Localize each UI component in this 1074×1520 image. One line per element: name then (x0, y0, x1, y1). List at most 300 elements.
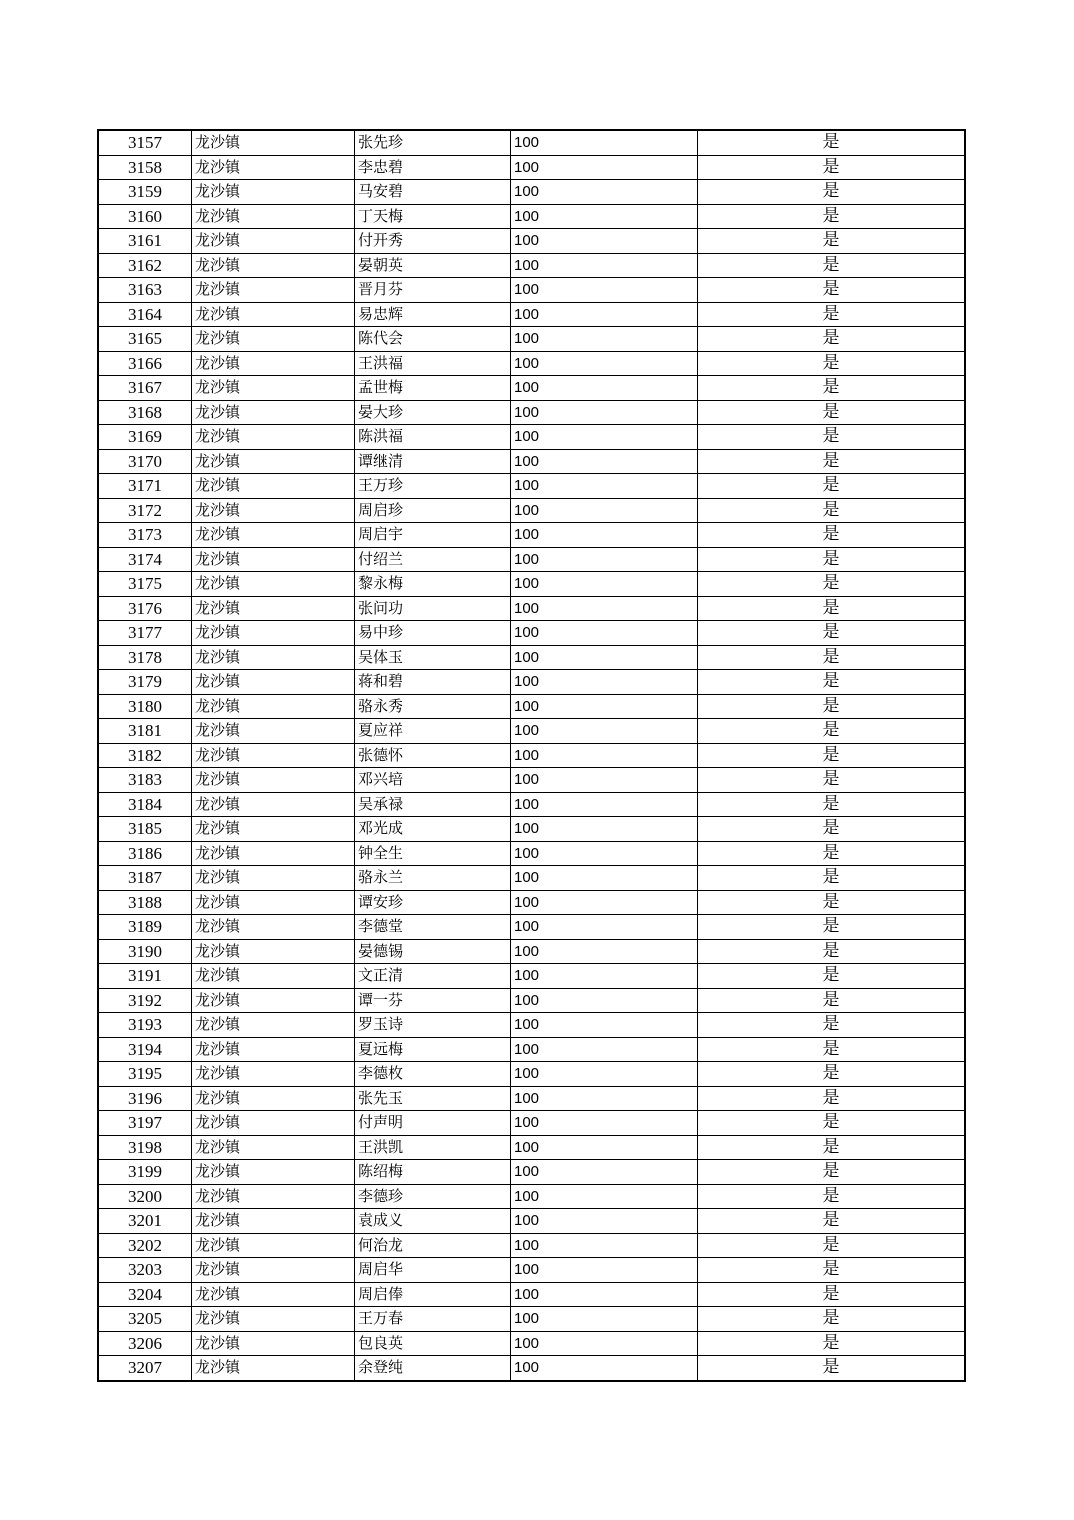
row-number-cell: 3207 (98, 1356, 192, 1381)
amount-cell: 100 (511, 792, 698, 817)
amount-cell: 100 (511, 498, 698, 523)
amount-cell: 100 (511, 523, 698, 548)
table-row (98, 1258, 965, 1283)
amount-cell: 100 (511, 327, 698, 352)
table-row (98, 327, 965, 352)
row-number-cell: 3184 (98, 792, 192, 817)
person-name-cell: 谭继清 (355, 449, 511, 474)
row-number-cell: 3179 (98, 670, 192, 695)
table-row (98, 1307, 965, 1332)
amount-cell: 100 (511, 988, 698, 1013)
flag-cell: 是 (698, 743, 966, 768)
row-number-cell: 3165 (98, 327, 192, 352)
amount-cell: 100 (511, 155, 698, 180)
town-cell: 龙沙镇 (192, 890, 355, 915)
town-cell: 龙沙镇 (192, 1135, 355, 1160)
person-name-cell: 晏大珍 (355, 400, 511, 425)
flag-cell: 是 (698, 817, 966, 842)
amount-cell: 100 (511, 817, 698, 842)
row-number-cell: 3198 (98, 1135, 192, 1160)
person-name-cell: 夏远梅 (355, 1037, 511, 1062)
row-number-cell: 3194 (98, 1037, 192, 1062)
amount-cell: 100 (511, 1135, 698, 1160)
town-cell: 龙沙镇 (192, 1062, 355, 1087)
person-name-cell: 包良英 (355, 1331, 511, 1356)
town-cell: 龙沙镇 (192, 351, 355, 376)
row-number-cell: 3176 (98, 596, 192, 621)
person-name-cell: 晋月芬 (355, 278, 511, 303)
table-row (98, 1331, 965, 1356)
person-name-cell: 李德堂 (355, 915, 511, 940)
town-cell: 龙沙镇 (192, 964, 355, 989)
flag-cell: 是 (698, 596, 966, 621)
flag-cell: 是 (698, 180, 966, 205)
row-number-cell: 3183 (98, 768, 192, 793)
row-number-cell: 3187 (98, 866, 192, 891)
town-cell: 龙沙镇 (192, 1111, 355, 1136)
amount-cell: 100 (511, 1111, 698, 1136)
person-name-cell: 陈洪福 (355, 425, 511, 450)
table-row (98, 645, 965, 670)
flag-cell: 是 (698, 866, 966, 891)
person-name-cell: 骆永兰 (355, 866, 511, 891)
amount-cell: 100 (511, 915, 698, 940)
table-row (98, 130, 965, 155)
row-number-cell: 3178 (98, 645, 192, 670)
row-number-cell: 3185 (98, 817, 192, 842)
amount-cell: 100 (511, 1331, 698, 1356)
amount-cell: 100 (511, 1282, 698, 1307)
flag-cell: 是 (698, 1209, 966, 1234)
amount-cell: 100 (511, 596, 698, 621)
town-cell: 龙沙镇 (192, 1307, 355, 1332)
row-number-cell: 3191 (98, 964, 192, 989)
town-cell: 龙沙镇 (192, 621, 355, 646)
town-cell: 龙沙镇 (192, 253, 355, 278)
table-row (98, 523, 965, 548)
person-name-cell: 马安碧 (355, 180, 511, 205)
amount-cell: 100 (511, 449, 698, 474)
table-row (98, 841, 965, 866)
flag-cell: 是 (698, 400, 966, 425)
row-number-cell: 3200 (98, 1184, 192, 1209)
row-number-cell: 3161 (98, 229, 192, 254)
table-row (98, 449, 965, 474)
person-name-cell: 罗玉诗 (355, 1013, 511, 1038)
flag-cell: 是 (698, 1356, 966, 1381)
town-cell: 龙沙镇 (192, 1160, 355, 1185)
person-name-cell: 吴体玉 (355, 645, 511, 670)
table-row (98, 155, 965, 180)
table-row (98, 572, 965, 597)
person-name-cell: 李忠碧 (355, 155, 511, 180)
table-body (98, 130, 965, 1381)
town-cell: 龙沙镇 (192, 645, 355, 670)
row-number-cell: 3162 (98, 253, 192, 278)
row-number-cell: 3196 (98, 1086, 192, 1111)
town-cell: 龙沙镇 (192, 547, 355, 572)
person-name-cell: 吴承禄 (355, 792, 511, 817)
table-row (98, 1013, 965, 1038)
town-cell: 龙沙镇 (192, 474, 355, 499)
table-row (98, 474, 965, 499)
row-number-cell: 3181 (98, 719, 192, 744)
flag-cell: 是 (698, 841, 966, 866)
table-row (98, 596, 965, 621)
amount-cell: 100 (511, 670, 698, 695)
person-name-cell: 李德枚 (355, 1062, 511, 1087)
person-name-cell: 张德怀 (355, 743, 511, 768)
person-name-cell: 易中珍 (355, 621, 511, 646)
town-cell: 龙沙镇 (192, 1356, 355, 1381)
flag-cell: 是 (698, 498, 966, 523)
row-number-cell: 3189 (98, 915, 192, 940)
row-number-cell: 3199 (98, 1160, 192, 1185)
flag-cell: 是 (698, 719, 966, 744)
amount-cell: 100 (511, 768, 698, 793)
row-number-cell: 3168 (98, 400, 192, 425)
amount-cell: 100 (511, 621, 698, 646)
flag-cell: 是 (698, 523, 966, 548)
table-row (98, 1086, 965, 1111)
flag-cell: 是 (698, 1233, 966, 1258)
town-cell: 龙沙镇 (192, 988, 355, 1013)
town-cell: 龙沙镇 (192, 792, 355, 817)
table-row (98, 180, 965, 205)
row-number-cell: 3177 (98, 621, 192, 646)
amount-cell: 100 (511, 719, 698, 744)
table-row (98, 376, 965, 401)
flag-cell: 是 (698, 1160, 966, 1185)
row-number-cell: 3205 (98, 1307, 192, 1332)
flag-cell: 是 (698, 915, 966, 940)
amount-cell: 100 (511, 351, 698, 376)
table-row (98, 278, 965, 303)
person-name-cell: 夏应祥 (355, 719, 511, 744)
person-name-cell: 孟世梅 (355, 376, 511, 401)
person-name-cell: 付声明 (355, 1111, 511, 1136)
table-row (98, 890, 965, 915)
amount-cell: 100 (511, 425, 698, 450)
amount-cell: 100 (511, 1013, 698, 1038)
flag-cell: 是 (698, 964, 966, 989)
town-cell: 龙沙镇 (192, 719, 355, 744)
table-row (98, 621, 965, 646)
person-name-cell: 付绍兰 (355, 547, 511, 572)
person-name-cell: 骆永秀 (355, 694, 511, 719)
person-name-cell: 钟全生 (355, 841, 511, 866)
table-row (98, 1135, 965, 1160)
amount-cell: 100 (511, 400, 698, 425)
amount-cell: 100 (511, 204, 698, 229)
person-name-cell: 张先珍 (355, 130, 511, 155)
row-number-cell: 3201 (98, 1209, 192, 1234)
town-cell: 龙沙镇 (192, 743, 355, 768)
table-row (98, 670, 965, 695)
row-number-cell: 3193 (98, 1013, 192, 1038)
flag-cell: 是 (698, 155, 966, 180)
table-row (98, 425, 965, 450)
person-name-cell: 文正清 (355, 964, 511, 989)
person-name-cell: 丁天梅 (355, 204, 511, 229)
flag-cell: 是 (698, 253, 966, 278)
row-number-cell: 3195 (98, 1062, 192, 1087)
person-name-cell: 黎永梅 (355, 572, 511, 597)
row-number-cell: 3173 (98, 523, 192, 548)
row-number-cell: 3206 (98, 1331, 192, 1356)
row-number-cell: 3159 (98, 180, 192, 205)
town-cell: 龙沙镇 (192, 915, 355, 940)
flag-cell: 是 (698, 1086, 966, 1111)
town-cell: 龙沙镇 (192, 1209, 355, 1234)
town-cell: 龙沙镇 (192, 841, 355, 866)
flag-cell: 是 (698, 1013, 966, 1038)
amount-cell: 100 (511, 229, 698, 254)
person-name-cell: 王万珍 (355, 474, 511, 499)
flag-cell: 是 (698, 572, 966, 597)
row-number-cell: 3202 (98, 1233, 192, 1258)
flag-cell: 是 (698, 425, 966, 450)
amount-cell: 100 (511, 1258, 698, 1283)
town-cell: 龙沙镇 (192, 400, 355, 425)
amount-cell: 100 (511, 939, 698, 964)
person-name-cell: 周启珍 (355, 498, 511, 523)
row-number-cell: 3203 (98, 1258, 192, 1283)
flag-cell: 是 (698, 376, 966, 401)
row-number-cell: 3197 (98, 1111, 192, 1136)
row-number-cell: 3180 (98, 694, 192, 719)
row-number-cell: 3166 (98, 351, 192, 376)
amount-cell: 100 (511, 1209, 698, 1234)
town-cell: 龙沙镇 (192, 523, 355, 548)
person-name-cell: 邓光成 (355, 817, 511, 842)
person-name-cell: 晏朝英 (355, 253, 511, 278)
amount-cell: 100 (511, 180, 698, 205)
town-cell: 龙沙镇 (192, 670, 355, 695)
town-cell: 龙沙镇 (192, 180, 355, 205)
row-number-cell: 3160 (98, 204, 192, 229)
person-name-cell: 邓兴培 (355, 768, 511, 793)
amount-cell: 100 (511, 253, 698, 278)
row-number-cell: 3158 (98, 155, 192, 180)
table-row (98, 1111, 965, 1136)
town-cell: 龙沙镇 (192, 1331, 355, 1356)
flag-cell: 是 (698, 890, 966, 915)
person-name-cell: 周启华 (355, 1258, 511, 1283)
flag-cell: 是 (698, 1258, 966, 1283)
row-number-cell: 3164 (98, 302, 192, 327)
table-row (98, 1184, 965, 1209)
table-row (98, 302, 965, 327)
town-cell: 龙沙镇 (192, 302, 355, 327)
town-cell: 龙沙镇 (192, 817, 355, 842)
person-name-cell: 张先玉 (355, 1086, 511, 1111)
flag-cell: 是 (698, 229, 966, 254)
town-cell: 龙沙镇 (192, 425, 355, 450)
table-row (98, 694, 965, 719)
row-number-cell: 3157 (98, 130, 192, 155)
row-number-cell: 3186 (98, 841, 192, 866)
flag-cell: 是 (698, 1111, 966, 1136)
flag-cell: 是 (698, 474, 966, 499)
flag-cell: 是 (698, 694, 966, 719)
table-row (98, 1282, 965, 1307)
data-table (97, 129, 966, 1382)
town-cell: 龙沙镇 (192, 1184, 355, 1209)
flag-cell: 是 (698, 1062, 966, 1087)
person-name-cell: 陈绍梅 (355, 1160, 511, 1185)
flag-cell: 是 (698, 1307, 966, 1332)
table-row (98, 792, 965, 817)
table-row (98, 400, 965, 425)
amount-cell: 100 (511, 964, 698, 989)
amount-cell: 100 (511, 1086, 698, 1111)
town-cell: 龙沙镇 (192, 939, 355, 964)
table-row (98, 988, 965, 1013)
table-row (98, 547, 965, 572)
person-name-cell: 王洪福 (355, 351, 511, 376)
town-cell: 龙沙镇 (192, 376, 355, 401)
person-name-cell: 谭一芬 (355, 988, 511, 1013)
table-row (98, 1062, 965, 1087)
row-number-cell: 3170 (98, 449, 192, 474)
town-cell: 龙沙镇 (192, 155, 355, 180)
table-row (98, 866, 965, 891)
town-cell: 龙沙镇 (192, 498, 355, 523)
amount-cell: 100 (511, 694, 698, 719)
town-cell: 龙沙镇 (192, 449, 355, 474)
amount-cell: 100 (511, 841, 698, 866)
row-number-cell: 3190 (98, 939, 192, 964)
flag-cell: 是 (698, 621, 966, 646)
row-number-cell: 3172 (98, 498, 192, 523)
amount-cell: 100 (511, 572, 698, 597)
amount-cell: 100 (511, 376, 698, 401)
row-number-cell: 3171 (98, 474, 192, 499)
flag-cell: 是 (698, 449, 966, 474)
town-cell: 龙沙镇 (192, 694, 355, 719)
town-cell: 龙沙镇 (192, 204, 355, 229)
town-cell: 龙沙镇 (192, 866, 355, 891)
flag-cell: 是 (698, 768, 966, 793)
flag-cell: 是 (698, 1282, 966, 1307)
table-row (98, 768, 965, 793)
flag-cell: 是 (698, 645, 966, 670)
flag-cell: 是 (698, 988, 966, 1013)
row-number-cell: 3167 (98, 376, 192, 401)
table-row (98, 1037, 965, 1062)
amount-cell: 100 (511, 1062, 698, 1087)
person-name-cell: 李德珍 (355, 1184, 511, 1209)
amount-cell: 100 (511, 1184, 698, 1209)
amount-cell: 100 (511, 302, 698, 327)
amount-cell: 100 (511, 890, 698, 915)
person-name-cell: 王万春 (355, 1307, 511, 1332)
town-cell: 龙沙镇 (192, 278, 355, 303)
amount-cell: 100 (511, 1307, 698, 1332)
amount-cell: 100 (511, 547, 698, 572)
amount-cell: 100 (511, 1160, 698, 1185)
table-row (98, 229, 965, 254)
table-row (98, 1356, 965, 1381)
flag-cell: 是 (698, 1135, 966, 1160)
amount-cell: 100 (511, 130, 698, 155)
town-cell: 龙沙镇 (192, 130, 355, 155)
table-row (98, 719, 965, 744)
row-number-cell: 3204 (98, 1282, 192, 1307)
table-row (98, 204, 965, 229)
row-number-cell: 3192 (98, 988, 192, 1013)
flag-cell: 是 (698, 670, 966, 695)
town-cell: 龙沙镇 (192, 768, 355, 793)
town-cell: 龙沙镇 (192, 572, 355, 597)
flag-cell: 是 (698, 204, 966, 229)
flag-cell: 是 (698, 1331, 966, 1356)
town-cell: 龙沙镇 (192, 1258, 355, 1283)
row-number-cell: 3174 (98, 547, 192, 572)
person-name-cell: 袁成义 (355, 1209, 511, 1234)
table-row (98, 351, 965, 376)
person-name-cell: 易忠辉 (355, 302, 511, 327)
person-name-cell: 陈代会 (355, 327, 511, 352)
flag-cell: 是 (698, 1037, 966, 1062)
person-name-cell: 张问功 (355, 596, 511, 621)
row-number-cell: 3182 (98, 743, 192, 768)
flag-cell: 是 (698, 547, 966, 572)
person-name-cell: 蒋和碧 (355, 670, 511, 695)
amount-cell: 100 (511, 278, 698, 303)
table-row (98, 817, 965, 842)
amount-cell: 100 (511, 1233, 698, 1258)
flag-cell: 是 (698, 792, 966, 817)
town-cell: 龙沙镇 (192, 596, 355, 621)
town-cell: 龙沙镇 (192, 1282, 355, 1307)
person-name-cell: 余登纯 (355, 1356, 511, 1381)
table-row (98, 1160, 965, 1185)
person-name-cell: 王洪凯 (355, 1135, 511, 1160)
flag-cell: 是 (698, 130, 966, 155)
row-number-cell: 3163 (98, 278, 192, 303)
town-cell: 龙沙镇 (192, 327, 355, 352)
row-number-cell: 3188 (98, 890, 192, 915)
town-cell: 龙沙镇 (192, 1013, 355, 1038)
person-name-cell: 付开秀 (355, 229, 511, 254)
town-cell: 龙沙镇 (192, 1233, 355, 1258)
amount-cell: 100 (511, 1037, 698, 1062)
amount-cell: 100 (511, 645, 698, 670)
row-number-cell: 3169 (98, 425, 192, 450)
person-name-cell: 晏德锡 (355, 939, 511, 964)
town-cell: 龙沙镇 (192, 229, 355, 254)
town-cell: 龙沙镇 (192, 1086, 355, 1111)
person-name-cell: 周启俸 (355, 1282, 511, 1307)
person-name-cell: 何治龙 (355, 1233, 511, 1258)
flag-cell: 是 (698, 302, 966, 327)
person-name-cell: 谭安珍 (355, 890, 511, 915)
amount-cell: 100 (511, 1356, 698, 1381)
flag-cell: 是 (698, 327, 966, 352)
table-row (98, 253, 965, 278)
flag-cell: 是 (698, 351, 966, 376)
town-cell: 龙沙镇 (192, 1037, 355, 1062)
table-row (98, 964, 965, 989)
table-row (98, 1209, 965, 1234)
flag-cell: 是 (698, 278, 966, 303)
person-name-cell: 周启宇 (355, 523, 511, 548)
amount-cell: 100 (511, 474, 698, 499)
table-row (98, 498, 965, 523)
table-row (98, 915, 965, 940)
